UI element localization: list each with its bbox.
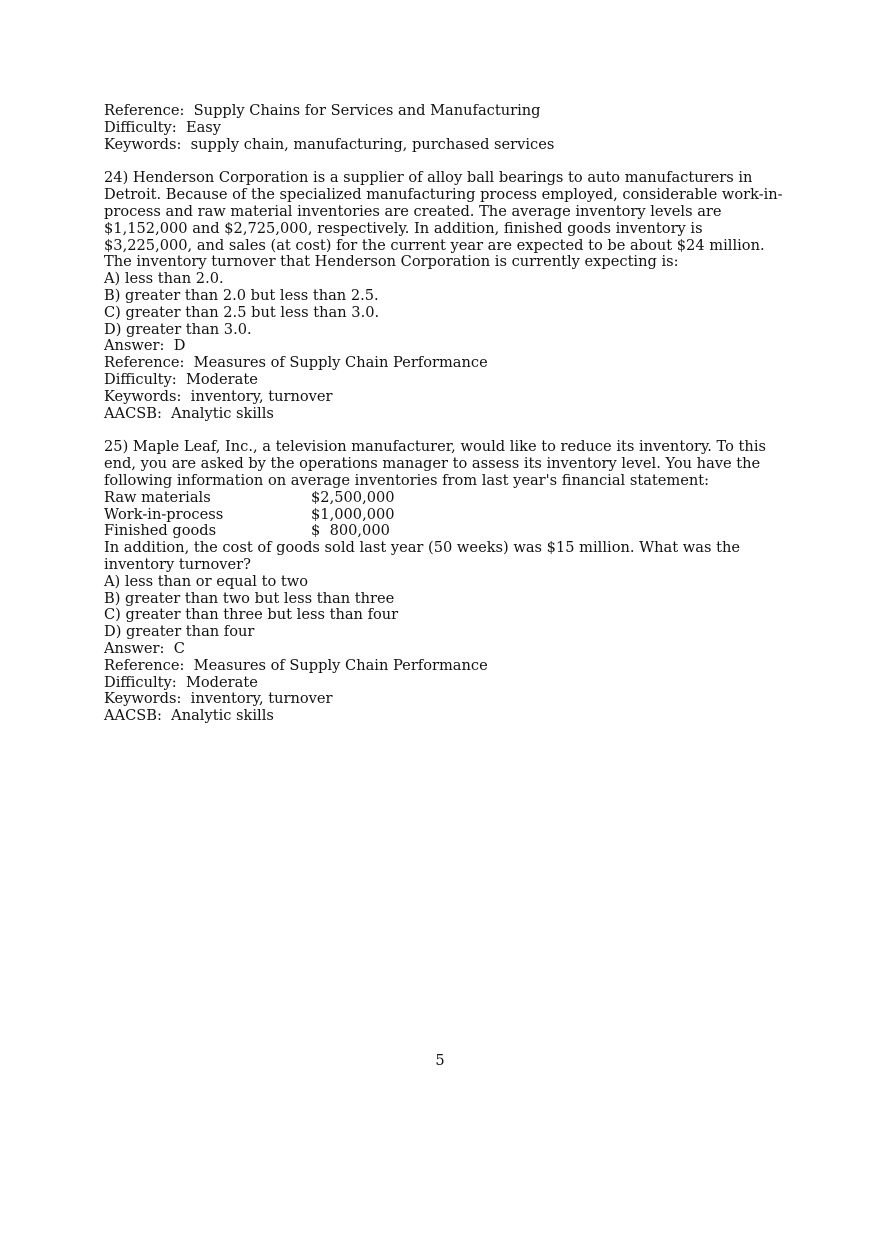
inventory-table <box>104 490 784 540</box>
difficulty-line: Difficulty: Moderate <box>104 673 258 691</box>
option-d: D) greater than 3.0. <box>104 320 252 338</box>
document-body <box>104 103 784 725</box>
answer-line: Answer: C <box>104 639 185 657</box>
aacsb-line: AACSB: Analytic skills <box>104 707 274 725</box>
keywords-line: Keywords: supply chain, manufacturing, purchased services <box>104 135 555 153</box>
question-stem: 24) Henderson Corporation is a supplier of alloy ball bearings to auto manufacturers in Detroit. Because of the specialized manufacturing process employed, considerable work-in-process and raw material inventories are created. The average inventory levels are $1,152,000 and $2,725,000, respectively. In addition, finished goods inventory is $3,225,000, and sales (at cost) for the current year are expected to be about $24 million. The inventory turnover that Henderson Corporation is currently expecting is: <box>104 169 783 271</box>
keywords-line: Keywords: inventory, turnover <box>104 387 333 405</box>
question-24 <box>104 170 784 422</box>
option-a: A) less than 2.0. <box>104 270 224 288</box>
question-stem: 25) Maple Leaf, Inc., a television manufacturer, would like to reduce its inventory. To this end, you are asked by the operations manager to assess its inventory level. You have the following information on average inventories from last year's financial statement: <box>104 438 766 489</box>
option-a: A) less than or equal to two <box>104 572 309 590</box>
reference-line: Reference: Measures of Supply Chain Performance <box>104 354 488 372</box>
difficulty-line: Difficulty: Easy <box>104 118 222 136</box>
inventory-row <box>104 507 784 524</box>
reference-line: Reference: Measures of Supply Chain Performance <box>104 656 488 674</box>
inventory-row <box>104 490 784 507</box>
inventory-value: $1,000,000 <box>311 505 395 523</box>
option-c: C) greater than three but less than four <box>104 606 399 624</box>
option-c: C) greater than 2.5 but less than 3.0. <box>104 303 380 321</box>
inventory-row <box>104 523 784 540</box>
option-d: D) greater than four <box>104 623 255 641</box>
question-25 <box>104 439 784 725</box>
keywords-line: Keywords: inventory, turnover <box>104 690 333 708</box>
inventory-label: Work-in-process <box>104 505 224 523</box>
page-number: 5 <box>435 1052 445 1069</box>
answer-line: Answer: D <box>104 337 186 355</box>
difficulty-line: Difficulty: Moderate <box>104 370 258 388</box>
inventory-label: Raw materials <box>104 488 211 506</box>
inventory-label: Finished goods <box>104 522 217 540</box>
inventory-value: $2,500,000 <box>311 488 395 506</box>
option-b: B) greater than two but less than three <box>104 589 395 607</box>
reference-line: Reference: Supply Chains for Services and Manufacturing <box>104 102 541 119</box>
inventory-value: $ 800,000 <box>311 522 390 540</box>
aacsb-line: AACSB: Analytic skills <box>104 404 274 422</box>
option-b: B) greater than 2.0 but less than 2.5. <box>104 286 379 304</box>
previous-item-metadata <box>104 103 784 153</box>
question-followup: In addition, the cost of goods sold last year (50 weeks) was $15 million. What was the inventory turnover? <box>104 539 740 573</box>
